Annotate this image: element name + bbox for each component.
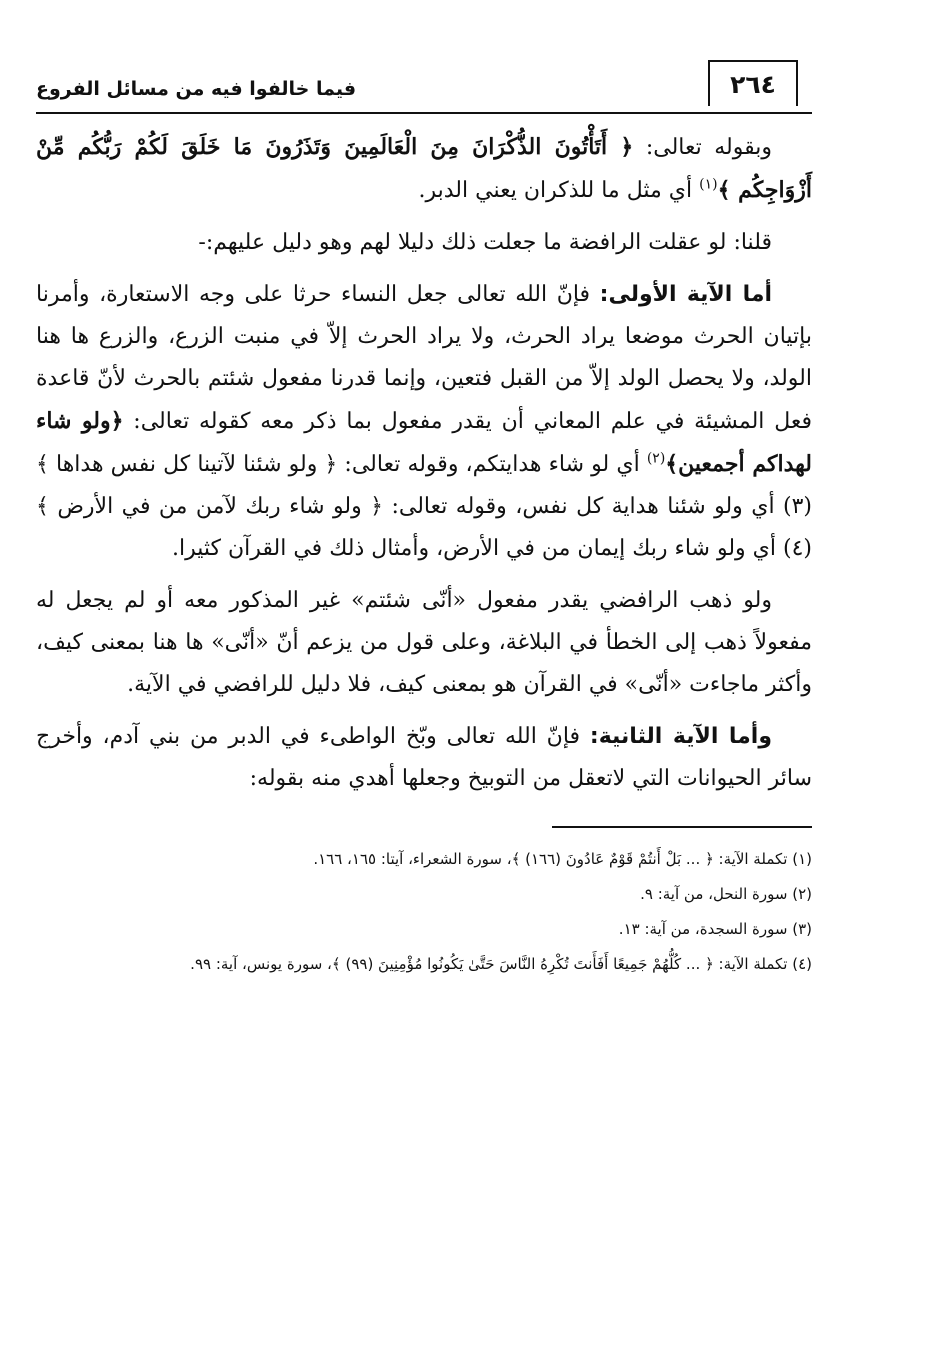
footnote-ref: (٢) (646, 450, 666, 467)
footnote-2: (٢) سورة النحل، من آية: ٩. (640, 885, 812, 903)
paragraph-text: ولو ذهب الرافضي يقدر مفعول «أنّى شئتم» غير المذكور معه أو لم يجعل له مفعولاً ذهب إلى الخطأ في البلاغة، وعلى قول من يزعم أنّ «أنّى» ها هنا بمعنى كيف، وأكثر ماجاءت «أنّى» في القرآن هو بمعنى كيف، فلا دليل للرافضي في الآية. (36, 588, 812, 697)
footnote-4: (٤) تكملة الآية: ﴿ ... كُلُّهُمْ جَمِيعًا أَفَأَنتَ تُكْرِهُ النَّاسَ حَتَّىٰ يَكُونُوا مُؤْمِنِينَ (٩٩) ﴾، سورة يونس، آية: ٩٩. (190, 955, 812, 973)
quran-verse: ﴿ولو شاء لهداكم أجمعين﴾ (36, 408, 812, 477)
paragraph-text: فإنّ الله تعالى جعل النساء حرثا على وجه الاستعارة، وأمرنا بإتيان الحرث موضعا يراد الحرث، ولا يراد الحرث إلاّ في منبت الزرع، والزرع ها هنا الولد، ولا يحصل الولد إلاّ من القبل فتعين، وإنما قدرنا مفعول شئتم بالحرث لأنّ قاعدة فعل المشيئة في علم المعاني أن يقدر مفعول بما ذكر معه كقوله تعالى: (36, 282, 812, 434)
paragraph-2 (36, 222, 812, 264)
main-text (36, 126, 812, 800)
footnote-divider (552, 826, 812, 828)
paragraph-text: فإنّ الله تعالى وبّخ الواطىء في الدبر من بني آدم، وأخرج سائر الحيوانات التي لاتعقل من التوبيخ وجعلها أهدي منه بقوله: (36, 724, 812, 791)
footnote-3: (٣) سورة السجدة، من آية: ١٣. (618, 920, 812, 938)
paragraph-5 (36, 716, 812, 800)
section-lead: أما الآية الأولى: (599, 282, 773, 307)
paragraph-text: قلنا: لو عقلت الرافضة ما جعلت ذلك دليلا لهم وهو دليل عليهم:- (198, 230, 772, 255)
footnote-ref: (١) (699, 176, 718, 193)
page-header (36, 58, 812, 114)
paragraph-text: أي مثل ما للذكران يعني الدبر. (418, 178, 700, 203)
paragraph-text: أي لو شاء هدايتكم، وقوله تعالى: ﴿ ولو شئنا لآتينا كل نفس هداها ﴾(٣) أي ولو شئنا هداية كل نفس، وقوله تعالى: ﴿ ولو شاء ربك لآمن من في الأرض ﴾(٤) أي ولو شاء ربك إيمان من في الأرض، وأمثال ذلك في القرآن كثيرا. (36, 452, 812, 561)
quran-verse: ﴿ أَتَأْتُونَ الذُّكْرَانَ مِنَ الْعَالَمِينَ وَتَذَرُونَ مَا خَلَقَ لَكُمْ رَبُّكُم مِّنْ أَزْوَاجِكُم ﴾ (36, 134, 812, 203)
section-lead: وأما الآية الثانية: (589, 724, 772, 749)
paragraph-text: وبقوله تعالى: (633, 135, 772, 160)
paragraph-3 (36, 274, 812, 570)
paragraph-4 (36, 580, 812, 706)
footnotes (36, 842, 812, 982)
footnote-1: (١) تكملة الآية: ﴿ ... بَلْ أَنتُمْ قَوْمٌ عَادُونَ (١٦٦) ﴾، سورة الشعراء، آيتا: ١٦٥، ١٦٦. (313, 850, 812, 868)
book-page (36, 58, 812, 1318)
paragraph-1 (36, 126, 812, 212)
page-number: ٢٦٤ (708, 60, 798, 106)
running-title: فيما خالفوا فيه من مسائل الفروع (36, 78, 357, 100)
